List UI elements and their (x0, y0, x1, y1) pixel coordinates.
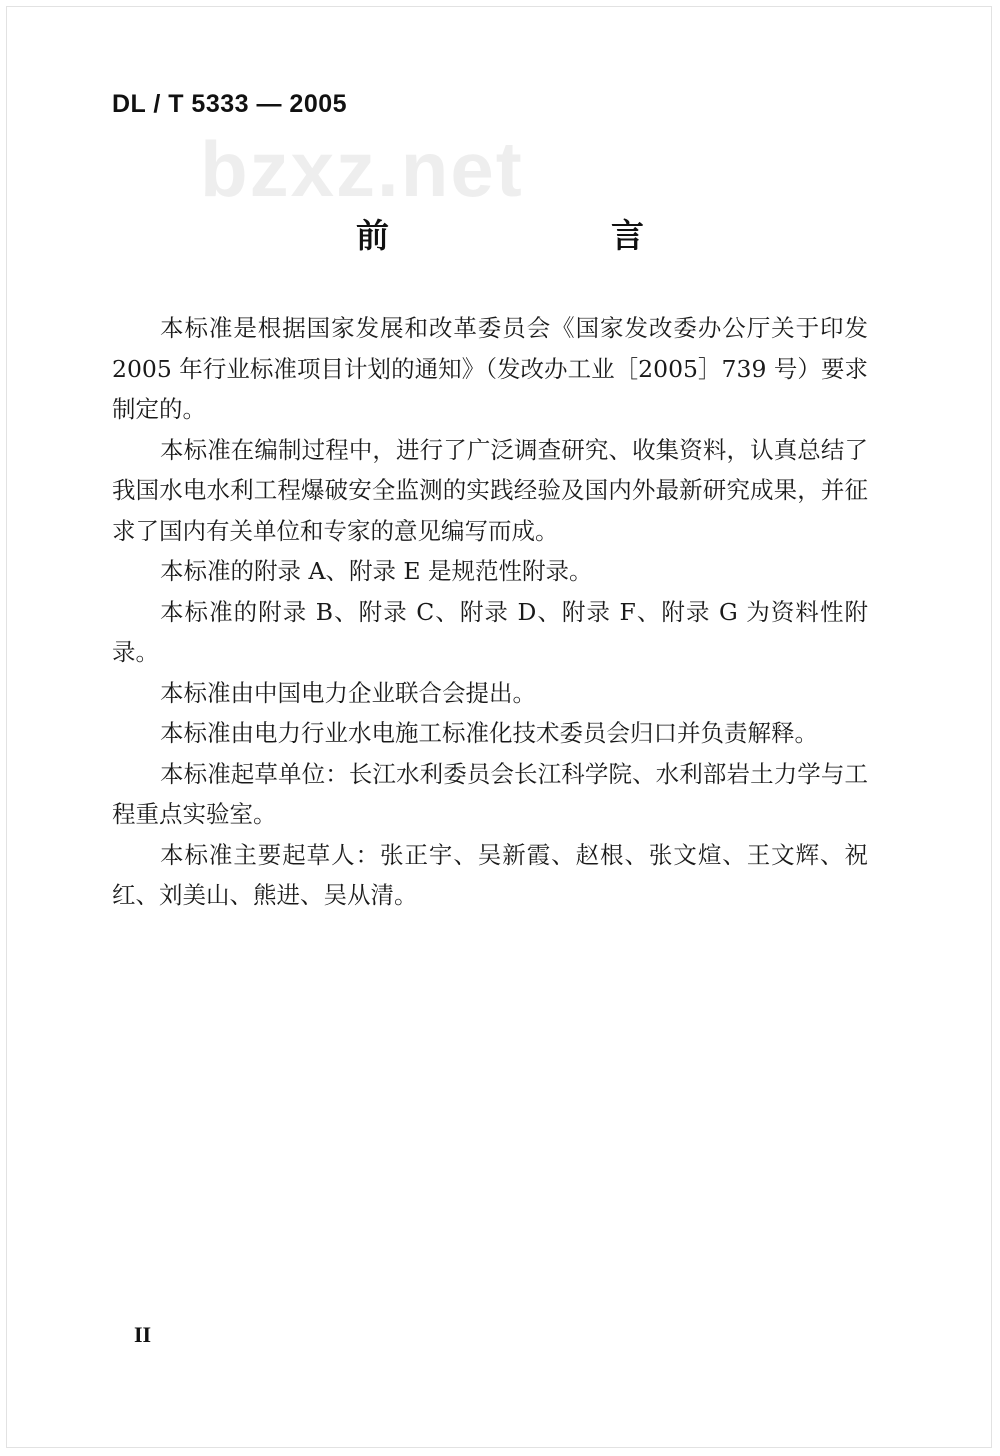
paragraph-proposer: 本标准由中国电力企业联合会提出。 (160, 678, 536, 707)
watermark: bzxz.net (200, 125, 524, 213)
paragraph-basis: 本标准是根据国家发展和改革委员会《国家发改委办公厅关于印发 2005 年行业标准项目计划的通知》（发改办工业［2005］739 号）要求制定的。 (112, 314, 868, 423)
paragraph-informative-annexes: 本标准的附录 B、附录 C、附录 D、附录 F、附录 G 为资料性附录。 (112, 597, 868, 666)
preface-body (112, 308, 868, 916)
paragraph-drafting-process: 本标准在编制过程中，进行了广泛调查研究、收集资料，认真总结了我国水电水利工程爆破安全监测的实践经验及国内外最新研究成果，并征求了国内有关单位和专家的意见编写而成。 (112, 435, 868, 545)
standard-code: DL / T 5333 — 2005 (112, 90, 348, 118)
page-title: 前 言 (356, 216, 696, 255)
paragraph-responsible-committee: 本标准由电力行业水电施工标准化技术委员会归口并负责解释。 (160, 719, 818, 747)
paragraph-drafting-units: 本标准起草单位：长江水利委员会长江科学院、水利部岩土力学与工程重点实验室。 (112, 759, 868, 828)
page-number: II (134, 1322, 152, 1347)
paragraph-normative-annexes: 本标准的附录 A、附录 E 是规范性附录。 (160, 557, 593, 585)
paragraph-drafters: 本标准主要起草人：张正宇、吴新霞、赵根、张文煊、王文辉、祝红、刘美山、熊进、吴从清。 (112, 840, 868, 909)
